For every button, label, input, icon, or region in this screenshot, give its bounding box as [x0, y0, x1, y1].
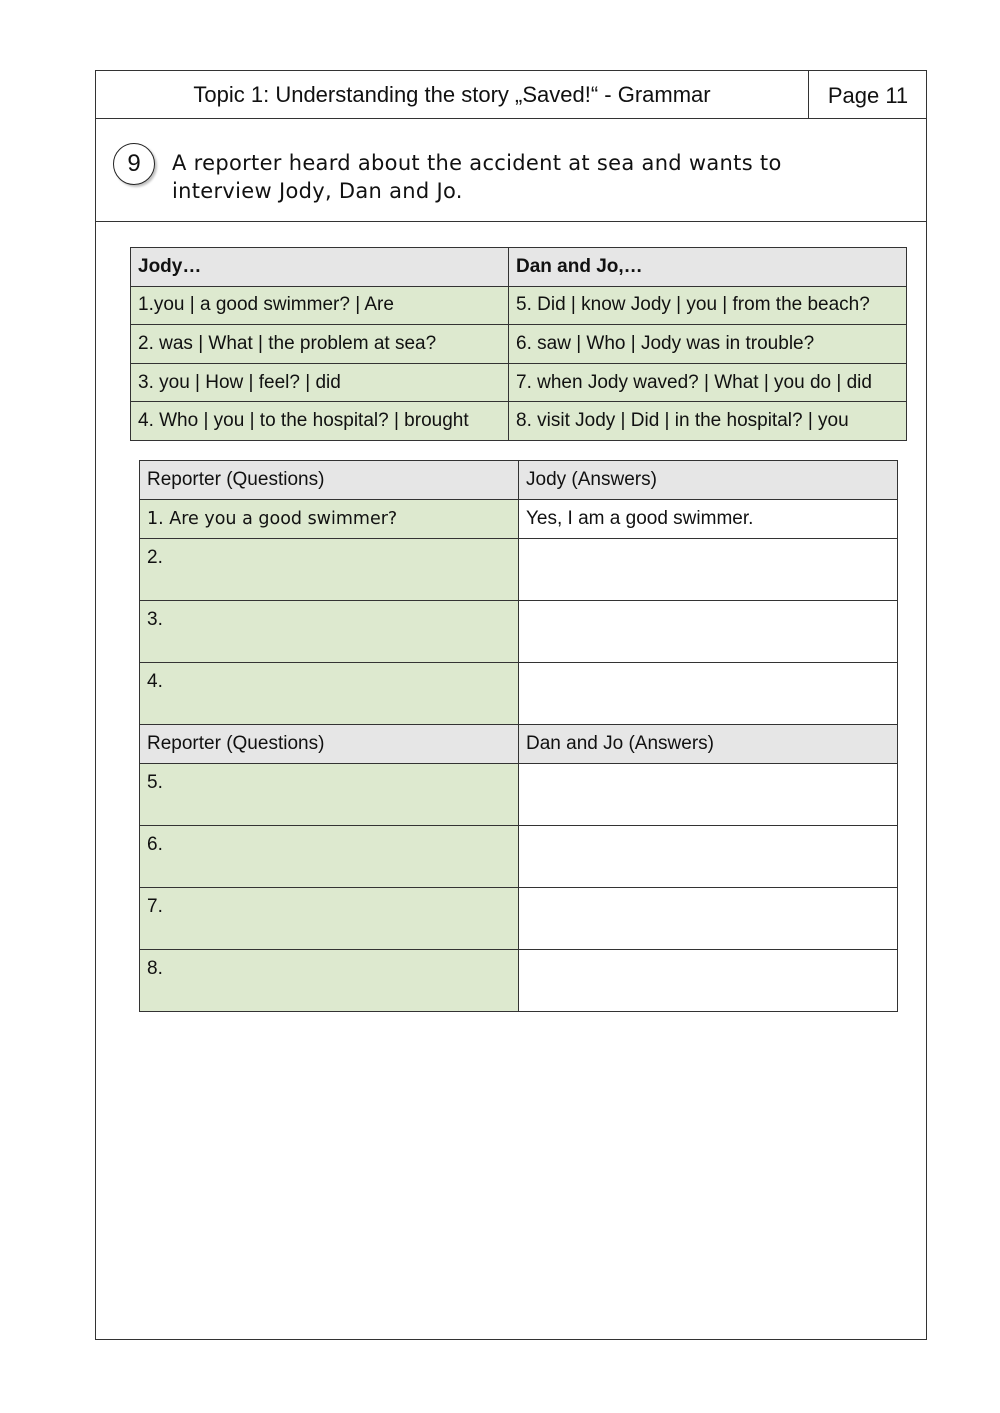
- reporter-questions-header: Reporter (Questions): [140, 461, 519, 500]
- word-table-header-dan-jo: Dan and Jo,…: [509, 248, 907, 287]
- interview-answer-table: [139, 460, 898, 1012]
- word-table-row: [131, 325, 907, 364]
- word-table-row: [131, 402, 907, 441]
- word-table-row: [131, 363, 907, 402]
- answer-row: [140, 539, 898, 601]
- task-number-badge: 9: [113, 143, 155, 185]
- answer-row: [140, 663, 898, 725]
- question-field-3[interactable]: 3.: [140, 601, 519, 663]
- word-prompt-2: 2. was | What | the problem at sea?: [131, 325, 509, 364]
- answer-row: [140, 601, 898, 663]
- page-number: Page 11: [827, 83, 909, 108]
- word-prompt-8: 8. visit Jody | Did | in the hospital? | you: [509, 402, 907, 441]
- question-field-2[interactable]: 2.: [140, 539, 519, 601]
- task-instruction-line-2: interview Jody, Dan and Jo.: [172, 179, 463, 203]
- jody-section-header: [140, 461, 898, 500]
- answer-field-4[interactable]: [519, 663, 898, 725]
- word-table-row: [131, 286, 907, 325]
- word-prompt-1: 1.you | a good swimmer? | Are: [131, 286, 509, 325]
- word-table-header-jody: Jody…: [131, 248, 509, 287]
- word-table-header-row: [131, 248, 907, 287]
- question-field-7[interactable]: 7.: [140, 888, 519, 950]
- dan-jo-answers-header: Dan and Jo (Answers): [519, 725, 898, 764]
- question-field-6[interactable]: 6.: [140, 826, 519, 888]
- example-row: [140, 500, 898, 539]
- dan-jo-section-header: [140, 725, 898, 764]
- word-prompt-6: 6. saw | Who | Jody was in trouble?: [509, 325, 907, 364]
- task-instruction: [172, 149, 892, 205]
- word-prompt-7: 7. when Jody waved? | What | you do | did: [509, 363, 907, 402]
- question-field-5[interactable]: 5.: [140, 764, 519, 826]
- answer-field-7[interactable]: [519, 888, 898, 950]
- answer-row: [140, 888, 898, 950]
- example-question: 1. Are you a good swimmer?: [140, 500, 519, 539]
- task-instruction-row: [96, 119, 926, 222]
- reporter-questions-header-2: Reporter (Questions): [140, 725, 519, 764]
- word-order-table: [130, 247, 907, 441]
- question-field-4[interactable]: 4.: [140, 663, 519, 725]
- example-answer: Yes, I am a good swimmer.: [519, 500, 898, 539]
- jody-answers-header: Jody (Answers): [519, 461, 898, 500]
- answer-row: [140, 826, 898, 888]
- word-prompt-4: 4. Who | you | to the hospital? | brought: [131, 402, 509, 441]
- answer-field-2[interactable]: [519, 539, 898, 601]
- answer-field-6[interactable]: [519, 826, 898, 888]
- answer-row: [140, 764, 898, 826]
- answer-field-8[interactable]: [519, 950, 898, 1012]
- task-instruction-line-1: A reporter heard about the accident at sea and wants to: [172, 151, 782, 175]
- topic-title: Topic 1: Understanding the story „Saved!“ - Grammar: [96, 71, 809, 118]
- word-prompt-3: 3. you | How | feel? | did: [131, 363, 509, 402]
- answer-field-5[interactable]: [519, 764, 898, 826]
- worksheet-header: [96, 71, 926, 119]
- answer-field-3[interactable]: [519, 601, 898, 663]
- word-prompt-5: 5. Did | know Jody | you | from the beach?: [509, 286, 907, 325]
- question-field-8[interactable]: 8.: [140, 950, 519, 1012]
- answer-row: [140, 950, 898, 1012]
